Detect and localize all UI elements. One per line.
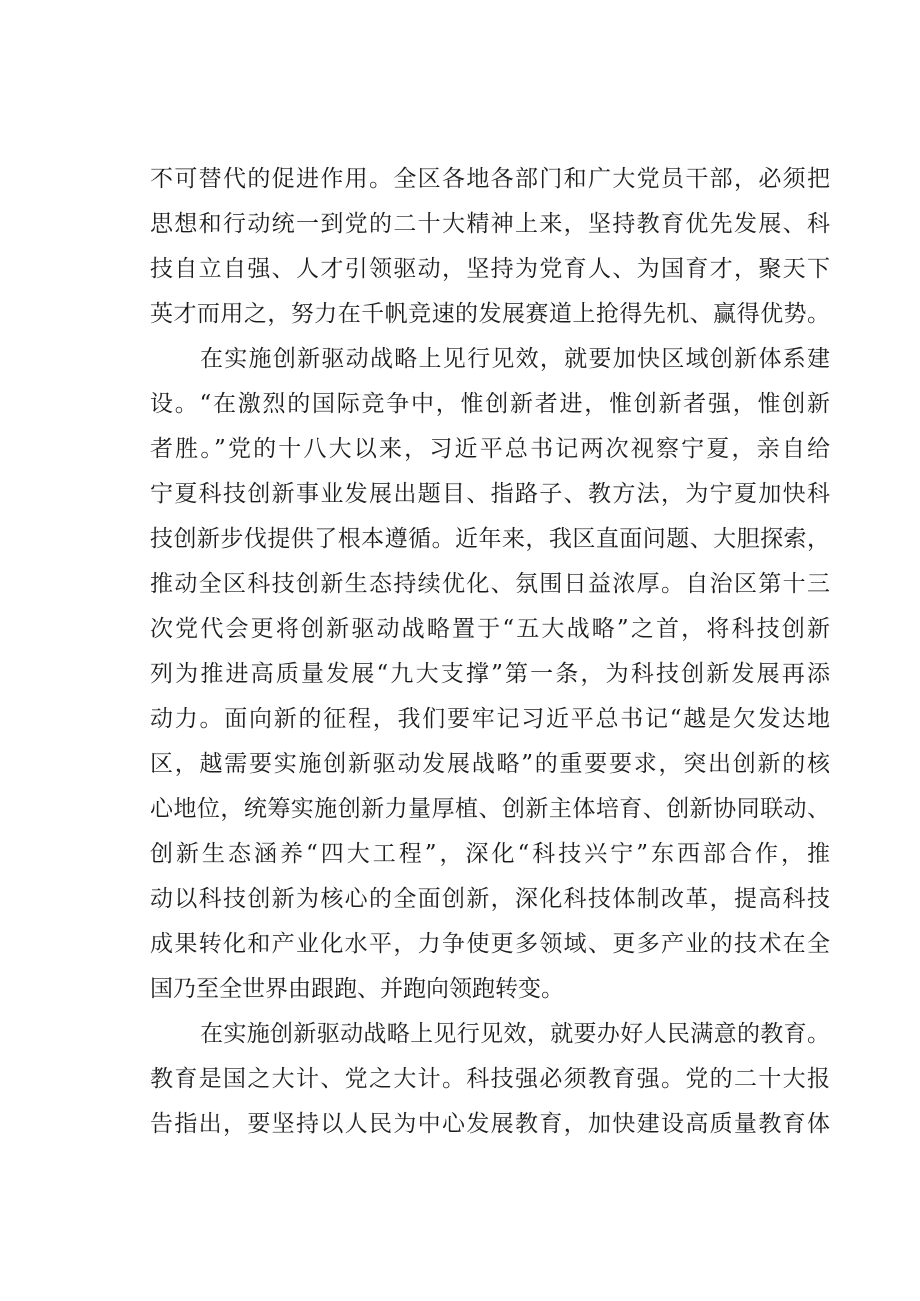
text-line: 区，越需要实施创新驱动发展战略”的重要要求，突出创新的核 bbox=[150, 751, 830, 777]
text-line: 技创新步伐提供了根本遵循。近年来，我区直面问题、大胆探索， bbox=[150, 526, 830, 552]
text-line: 创新生态涵养“四大工程”，深化“科技兴宁”东西部合作，推 bbox=[150, 841, 830, 867]
text-line: 动以科技创新为核心的全面创新，深化科技体制改革，提高科技 bbox=[150, 886, 830, 912]
paragraph-first-line: 在实施创新驱动战略上见行见效，就要办好人民满意的教育。 bbox=[200, 1021, 830, 1047]
text-line: 设。“在激烈的国际竞争中，惟创新者进，惟创新者强，惟创新 bbox=[150, 391, 830, 417]
paragraph-first-line: 在实施创新驱动战略上见行见效，就要加快区域创新体系建 bbox=[200, 346, 830, 372]
paragraph-last-line: 国乃至全世界由跟跑、并跑向领跑转变。 bbox=[150, 976, 564, 1002]
text-line: 宁夏科技创新事业发展出题目、指路子、教方法，为宁夏加快科 bbox=[150, 481, 830, 507]
text-line: 技自立自强、人才引领驱动，坚持为党育人、为国育才，聚天下 bbox=[150, 256, 830, 282]
text-line: 不可替代的促进作用。全区各地各部门和广大党员干部，必须把 bbox=[150, 166, 830, 192]
text-line: 思想和行动统一到党的二十大精神上来，坚持教育优先发展、科 bbox=[150, 211, 830, 237]
text-line: 英才而用之，努力在千帆竞速的发展赛道上抢得先机、赢得优势。 bbox=[150, 301, 830, 327]
text-line: 教育是国之大计、党之大计。科技强必须教育强。党的二十大报 bbox=[150, 1066, 830, 1092]
text-line: 成果转化和产业化水平，力争使更多领域、更多产业的技术在全 bbox=[150, 931, 830, 957]
text-line: 动力。面向新的征程，我们要牢记习近平总书记“越是欠发达地 bbox=[150, 706, 830, 732]
text-line: 告指出，要坚持以人民为中心发展教育，加快建设高质量教育体 bbox=[150, 1111, 830, 1137]
text-line: 推动全区科技创新生态持续优化、氛围日益浓厚。自治区第十三 bbox=[150, 571, 830, 597]
text-line: 心地位，统筹实施创新力量厚植、创新主体培育、创新协同联动、 bbox=[150, 796, 830, 822]
text-line: 次党代会更将创新驱动战略置于“五大战略”之首，将科技创新 bbox=[150, 616, 830, 642]
text-line: 者胜。”党的十八大以来，习近平总书记两次视察宁夏，亲自给 bbox=[150, 436, 830, 462]
text-line: 列为推进高质量发展“九大支撑”第一条，为科技创新发展再添 bbox=[150, 661, 830, 687]
